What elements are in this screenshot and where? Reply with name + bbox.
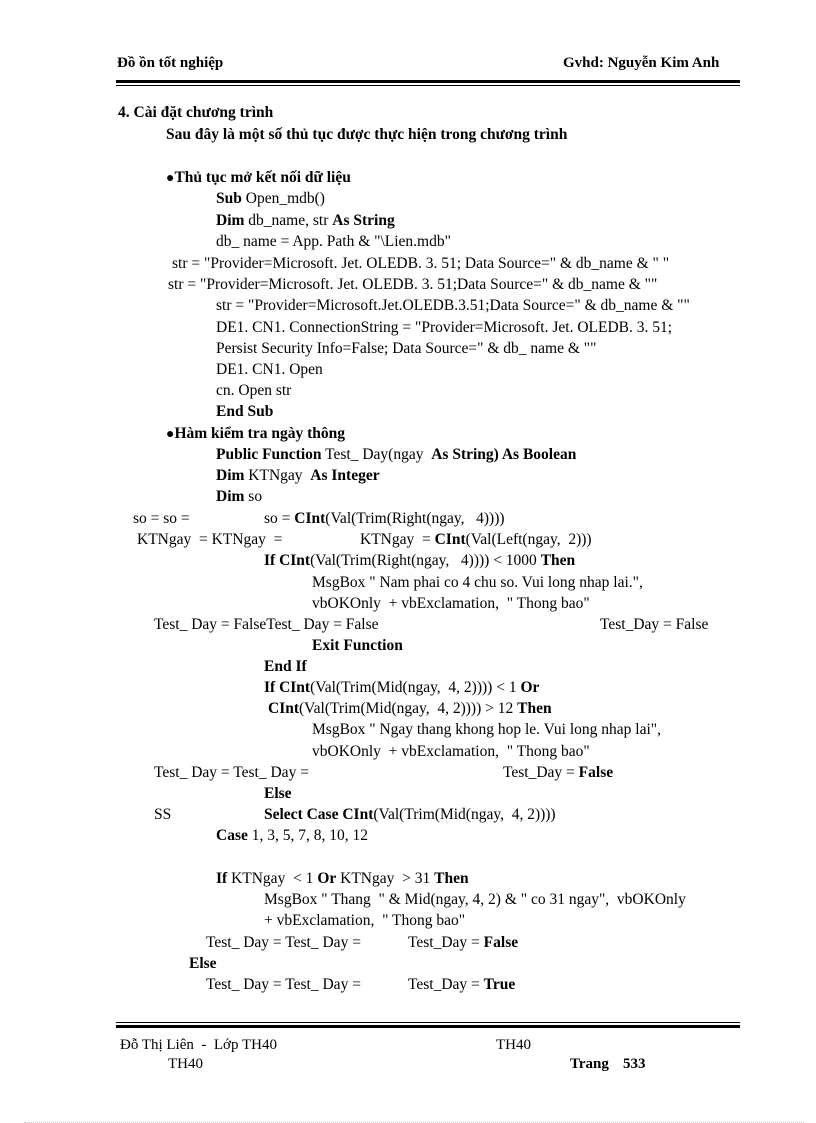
- code-line: str = "Provider=Microsoft.Jet.OLEDB.3.51;Data Source=" & db_name & "": [216, 297, 690, 314]
- code-line-fragment: Test_ Day = Test_ Day =: [206, 976, 361, 993]
- code-line: End If: [264, 658, 307, 675]
- code-line: so = CInt(Val(Trim(Right(ngay, 4)))): [264, 510, 505, 527]
- code-line: MsgBox " Thang " & Mid(ngay, 4, 2) & " co 31 ngay", vbOKOnly: [264, 891, 686, 908]
- code-line-fragment: Test_ Day = Test_ Day =: [154, 764, 309, 781]
- code-line: Dim so: [216, 488, 263, 505]
- code-line: Exit Function: [312, 637, 403, 654]
- code-line: Else: [189, 955, 217, 972]
- code-line-fragment: Test_Day = False: [503, 764, 614, 781]
- code-line: If KTNgay < 1 Or KTNgay > 31 Then: [216, 870, 469, 887]
- footer-class-left: TH40: [168, 1056, 203, 1072]
- code-line: Case 1, 3, 5, 7, 8, 10, 12: [216, 827, 368, 844]
- code-line: DE1. CN1. Open: [216, 361, 323, 378]
- code-line: vbOKOnly + vbExclamation, " Thong bao": [312, 743, 590, 760]
- code-line: cn. Open str: [216, 382, 292, 399]
- code-line-fragment: KTNgay = KTNgay =: [137, 531, 283, 548]
- code-line: If CInt(Val(Trim(Right(ngay, 4)))) < 1000 Then: [264, 552, 576, 569]
- bullet-1: [166, 170, 351, 186]
- code-line: DE1. CN1. ConnectionString = "Provider=Microsoft. Jet. OLEDB. 3. 51;: [216, 319, 673, 336]
- code-line: + vbExclamation, " Thong bao": [264, 912, 466, 929]
- footer-author: Đỗ Thị Liên - Lớp TH40: [120, 1037, 277, 1053]
- code-line-fragment: so = so =: [133, 510, 190, 527]
- code-line: MsgBox " Nam phai co 4 chu so. Vui long nhap lai.",: [312, 574, 643, 591]
- code-line: str = "Provider=Microsoft. Jet. OLEDB. 3. 51;Data Source=" & db_name & "": [168, 276, 658, 293]
- section-intro: Sau đây là một số thủ tục được thực hiện trong chương trình: [166, 126, 568, 143]
- footer-rule-thick: [116, 1025, 740, 1028]
- bullet-1-title: Thủ tục mở kết nối dữ liệu: [174, 169, 351, 186]
- code-line: str = "Provider=Microsoft. Jet. OLEDB. 3. 51; Data Source=" & db_name & " ": [172, 255, 670, 272]
- code-line: Dim db_name, str As String: [216, 212, 395, 229]
- footer-class-middle: TH40: [496, 1037, 531, 1053]
- code-line: MsgBox " Ngay thang khong hop le. Vui long nhap lai",: [312, 721, 661, 738]
- code-line: End Sub: [216, 403, 274, 420]
- bullet-2: [166, 426, 345, 442]
- code-line: db_ name = App. Path & "\Lien.mdb": [216, 233, 451, 250]
- code-line-fragment: Test_ Day = FalseTest_ Day = False: [154, 616, 379, 633]
- code-line: Dim KTNgay As Integer: [216, 467, 380, 484]
- code-line-fragment: Test_ Day = Test_ Day =: [206, 934, 361, 951]
- bullet-2-title: Hàm kiểm tra ngày thông: [174, 425, 345, 442]
- code-line: vbOKOnly + vbExclamation, " Thong bao": [312, 595, 590, 612]
- header-right: Gvhd: Nguyễn Kim Anh: [563, 55, 720, 71]
- footer-page-label: Trang: [570, 1056, 609, 1072]
- code-line-fragment: Test_Day = False: [600, 616, 709, 633]
- code-line-fragment: SS: [154, 806, 172, 823]
- code-line: If CInt(Val(Trim(Mid(ngay, 4, 2)))) < 1 Or: [264, 679, 540, 696]
- code-line-fragment: Test_Day = True: [408, 976, 516, 993]
- code-line: Persist Security Info=False; Data Source=" & db_ name & "": [216, 340, 597, 357]
- header-rule-thin: [116, 85, 740, 86]
- footer-page-number: 533: [623, 1056, 646, 1072]
- header-left: Đồ ồn tốt nghiệp: [117, 55, 224, 71]
- code-line: Else: [264, 785, 292, 802]
- bullet-dot-icon: ●: [166, 171, 175, 186]
- code-line: Sub Open_mdb(): [216, 190, 325, 207]
- code-line: KTNgay = CInt(Val(Left(ngay, 2))): [360, 531, 592, 548]
- section-title: 4. Cài đặt chương trình: [118, 104, 274, 121]
- code-line: Select Case CInt(Val(Trim(Mid(ngay, 4, 2)))): [264, 806, 556, 823]
- bullet-dot-icon: ●: [166, 427, 175, 442]
- code-line: Public Function Test_ Day(ngay As String) As Boolean: [216, 446, 577, 463]
- code-line-fragment: Test_Day = False: [408, 934, 519, 951]
- footer-rule-thin: [116, 1022, 740, 1023]
- header-rule-thick: [116, 80, 740, 83]
- code-line: CInt(Val(Trim(Mid(ngay, 4, 2)))) > 12 Then: [268, 700, 552, 717]
